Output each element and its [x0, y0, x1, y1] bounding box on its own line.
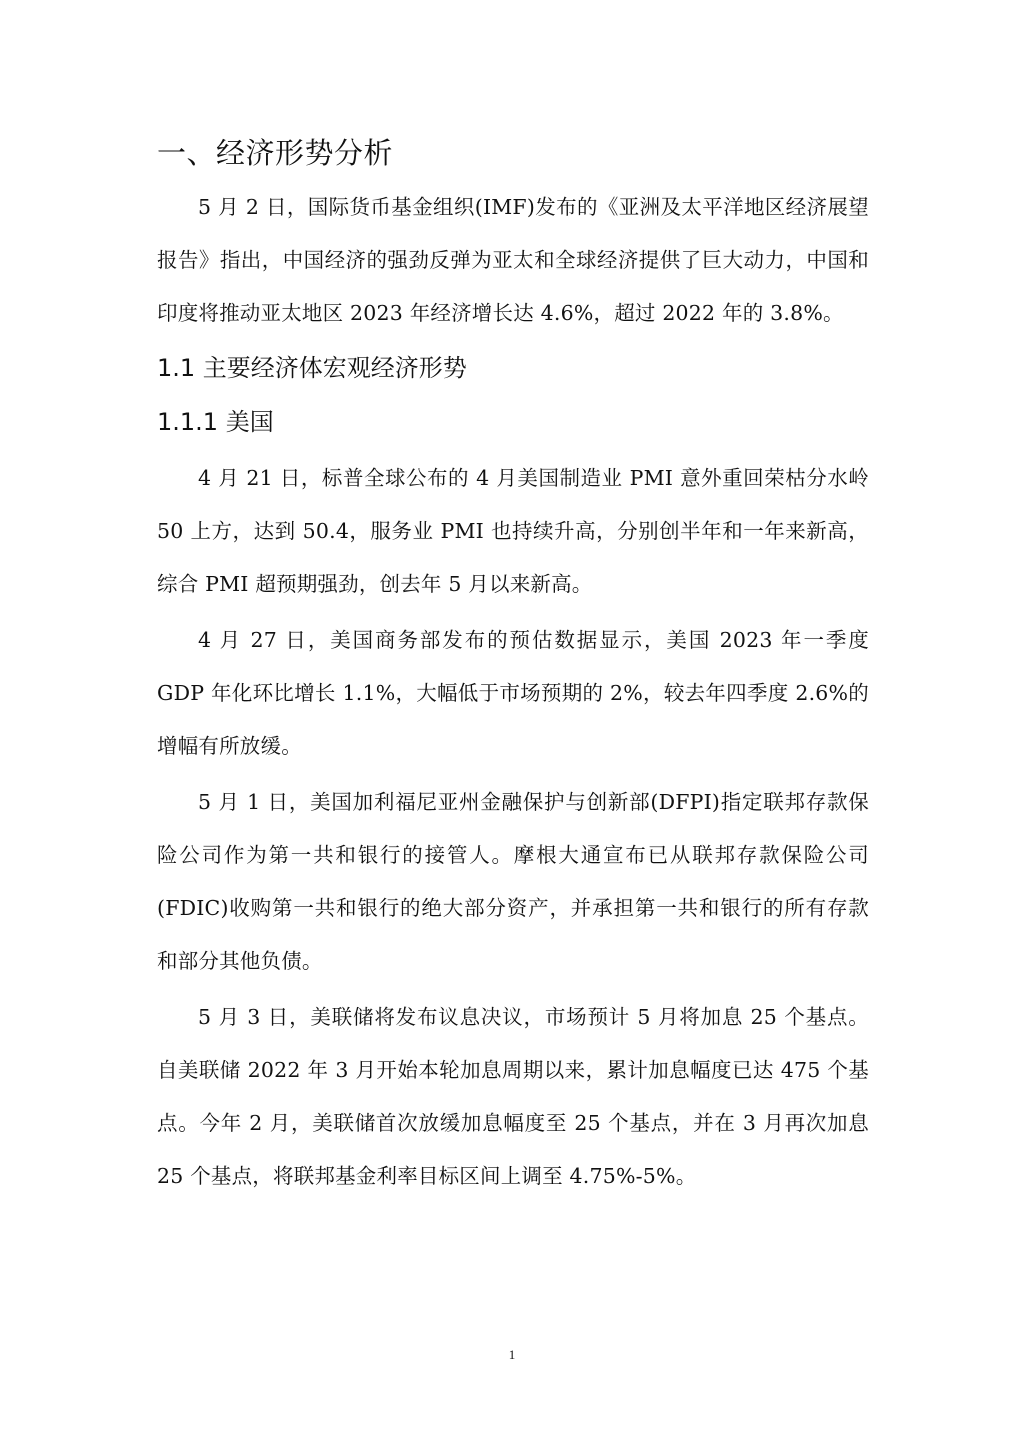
section-heading: 一、经济形势分析	[157, 136, 394, 170]
subsection-heading-1-1: 1.1 主要经济体宏观经济形势	[157, 354, 467, 382]
page-number: 1	[508, 1347, 516, 1362]
paragraph-pmi: 4 月 21 日，标普全球公布的 4 月美国制造业 PMI 意外重回荣枯分水岭 50 上方，达到 50.4，服务业 PMI 也持续升高，分别创半年和一年来新高，综合 PMI 超预期强劲，创去年 5 月以来新高。	[157, 466, 869, 596]
intro-paragraph: 5 月 2 日，国际货币基金组织(IMF)发布的《亚洲及太平洋地区经济展望报告》指出，中国经济的强劲反弹为亚太和全球经济提供了巨大动力，中国和印度将推动亚太地区 2023 年经济增长达 4.6%，超过 2022 年的 3.8%。	[157, 195, 869, 325]
subsection-heading-1-1-1: 1.1.1 美国	[157, 408, 274, 436]
paragraph-bank: 5 月 1 日，美国加利福尼亚州金融保护与创新部(DFPI)指定联邦存款保险公司作为第一共和银行的接管人。摩根大通宣布已从联邦存款保险公司(FDIC)收购第一共和银行的绝大部分资产，并承担第一共和银行的所有存款和部分其他负债。	[157, 790, 869, 973]
document-body	[157, 128, 869, 1206]
paragraph-gdp: 4 月 27 日，美国商务部发布的预估数据显示，美国 2023 年一季度 GDP 年化环比增长 1.1%，大幅低于市场预期的 2%，较去年四季度 2.6%的增幅有所放缓。	[157, 628, 869, 758]
paragraph-fed: 5 月 3 日，美联储将发布议息决议，市场预计 5 月将加息 25 个基点。自美联储 2022 年 3 月开始本轮加息周期以来，累计加息幅度已达 475 个基点。今年 2 月，美联储首次放缓加息幅度至 25 个基点，并在 3 月再次加息 25 个基点，将联邦基金利率目标区间上调至 4.75%-5%。	[157, 1005, 869, 1188]
